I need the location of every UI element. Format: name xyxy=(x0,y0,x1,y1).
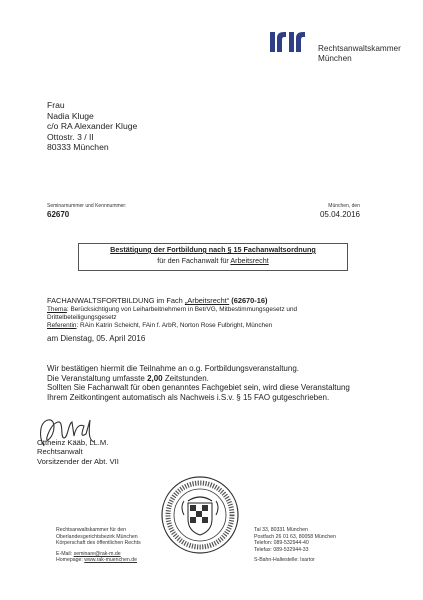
confirmation-text xyxy=(47,364,407,402)
confirmation-line-2 xyxy=(47,374,407,384)
speaker-label: Referentin xyxy=(47,322,77,329)
footer-transit: S-Bahn-Haltestelle: Isartor xyxy=(254,557,315,564)
brand-name xyxy=(318,44,401,64)
confirmation-line-3: Sollten Sie Fachanwalt für oben genanntes Fachgebiet sein, wird diese Veranstaltung xyxy=(47,383,350,393)
hours-prefix: Die Veranstaltung umfasste xyxy=(47,373,148,383)
course-topic xyxy=(47,306,387,330)
letter-date: 05.04.2016 xyxy=(319,210,360,219)
certificate-title: Bestätigung der Fortbildung nach § 15 Fachanwaltsordnung xyxy=(110,245,316,254)
speaker-text: : RAin Katrin Scheicht, FAin f. ArbR, Norton Rose Fulbright, München xyxy=(76,322,273,329)
footer-right xyxy=(254,527,374,564)
course-type-label: FACHANWALTSFORTBILDUNG im Fach xyxy=(47,296,185,305)
confirmation-line-4: Ihrem Zeitkontingent automatisch als Nachweis i.S.v. § 15 FAO gutgeschrieben. xyxy=(47,392,330,402)
hours-suffix: Zeitstunden. xyxy=(162,373,209,383)
recipient-address xyxy=(47,100,137,153)
recipient-salutation: Frau xyxy=(47,100,65,110)
signatory-name: Ottheinz Kääb, LL.M. xyxy=(37,438,109,447)
reference-label: Seminarnummer und Kennnummer: xyxy=(47,203,127,209)
reference-number: 62670 xyxy=(47,210,70,219)
subtitle-field: Arbeitsrecht xyxy=(230,256,269,265)
footer-homepage-row xyxy=(56,557,171,564)
footer-phone: Telefon: 089-532944-40 xyxy=(254,540,309,547)
topic-text-2: Drittelbeteiligungsgesetz xyxy=(47,314,117,321)
hours-value: 2,00 xyxy=(147,373,163,383)
certificate-subtitle xyxy=(79,255,347,266)
footer-left xyxy=(56,527,171,564)
course-code: (62670-16) xyxy=(229,296,268,305)
footer-org-line-2: Oberlandesgerichtsbezirk München xyxy=(56,533,138,540)
confirmation-line-1: Wir bestätigen hiermit die Teilnahme an o.g. Fortbildungsveranstaltung. xyxy=(47,364,299,373)
footer-address: Tal 33, 80331 München xyxy=(254,527,308,533)
place-label: München, den xyxy=(328,203,360,209)
certificate-title-box xyxy=(78,243,348,271)
rak-logo xyxy=(268,30,318,54)
brand-line-2: München xyxy=(318,54,352,63)
recipient-name: Nadia Kluge xyxy=(47,110,94,121)
footer-org-line-1: Rechtsanwaltskammer für den xyxy=(56,527,127,533)
signatory-block xyxy=(37,438,119,466)
brand-line-1: Rechtsanwaltskammer xyxy=(318,44,401,53)
footer-postbox: Postfach 26 01 63, 80058 München xyxy=(254,533,336,540)
homepage-link[interactable]: www.rak-muenchen.de xyxy=(84,557,138,564)
topic-text: : Berücksichtigung von Leiharbeitnehmern in BetrVG, Mitbestimmungsgesetz und xyxy=(66,306,298,313)
footer-email-row xyxy=(56,551,171,558)
footer-fax: Telefax: 089-532944-33 xyxy=(254,546,309,553)
email-link[interactable]: seminare@rak-m.de xyxy=(73,550,121,557)
recipient-city: 80333 München xyxy=(47,142,109,153)
subtitle-prefix: für den Fachanwalt für xyxy=(157,256,231,265)
homepage-label: Homepage: xyxy=(56,557,85,564)
footer-org-line-3: Körperschaft des öffentlichen Rechts xyxy=(56,540,141,547)
course-date: am Dienstag, 05. April 2016 xyxy=(47,334,146,343)
course-subject: „Arbeitsrecht“ xyxy=(184,296,230,305)
topic-label: Thema xyxy=(47,306,67,313)
signatory-role: Rechtsanwalt xyxy=(37,447,83,457)
recipient-street: Ottostr. 3 / II xyxy=(47,131,94,142)
email-label: E-Mail: xyxy=(56,550,74,557)
official-seal xyxy=(160,475,240,555)
signatory-position: Vorsitzender der Abt. VII xyxy=(37,456,119,466)
course-type-line xyxy=(47,296,387,305)
recipient-co: c/o RA Alexander Kluge xyxy=(47,121,138,132)
